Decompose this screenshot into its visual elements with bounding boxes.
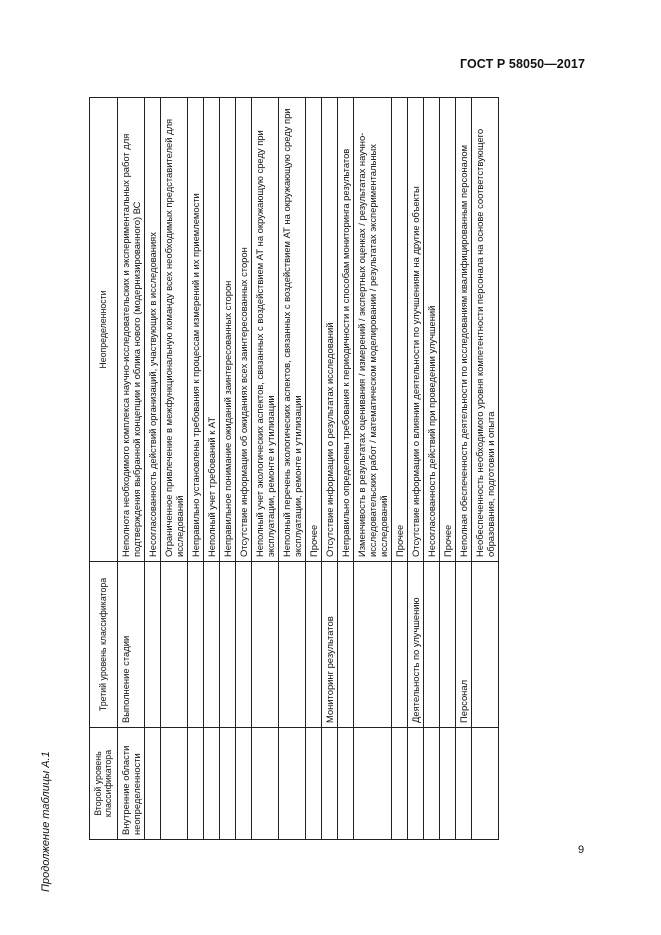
table-row bbox=[219, 98, 235, 840]
uncertainty-cell: Несогласованность действий организаций, участвующих в исследованиях bbox=[144, 98, 160, 562]
table-row bbox=[235, 98, 251, 840]
table-row bbox=[160, 98, 187, 840]
table-row bbox=[407, 98, 423, 840]
uncertainty-cell: Изменчивость в результатах оценивания / измерений / экспертных оценках / результатах научно-исследовательских работ / математическом моделировании / результатах экспериментальных исследований bbox=[353, 98, 391, 562]
group-name-cell: Выполнение стадии bbox=[117, 562, 144, 728]
table-row bbox=[391, 98, 407, 840]
rotated-table-area bbox=[40, 92, 570, 892]
table-row bbox=[117, 98, 144, 840]
table-row bbox=[471, 98, 498, 840]
uncertainty-cell: Отсутствие информации об ожиданиях всех заинтересованных сторон bbox=[235, 98, 251, 562]
uncertainty-cell: Неправильно определены требования к периодичности и способам мониторинга результатов bbox=[337, 98, 353, 562]
table-row bbox=[305, 98, 321, 840]
uncertainty-cell: Отсутствие информации о влиянии деятельности по улучшениям на другие объекты bbox=[407, 98, 423, 562]
classification-table bbox=[89, 97, 499, 840]
uncertainty-cell: Неполный учет требований к АТ bbox=[203, 98, 219, 562]
header-uncertainties: Неопределенности bbox=[90, 98, 118, 562]
table-row bbox=[278, 98, 305, 840]
uncertainty-cell: Неправильное понимание ожиданий заинтересованных сторон bbox=[219, 98, 235, 562]
uncertainty-cell: Прочее bbox=[391, 98, 407, 562]
uncertainty-cell: Ограниченное привлечение в межфункциональную команду всех необходимых представителей для исследований bbox=[160, 98, 187, 562]
uncertainty-cell: Неполный перечень экологических аспектов, связанных с воздействием АТ на окружающую среду при эксплуатации, ремонте и утилизации bbox=[278, 98, 305, 562]
table-header-row bbox=[90, 98, 118, 840]
uncertainty-cell: Отсутствие информации о результатах исследований bbox=[321, 98, 337, 562]
uncertainty-cell: Неполная обеспеченность деятельности по исследованиям квалифицированным персоналом bbox=[455, 98, 471, 562]
uncertainty-cell: Неполный учет экологических аспектов, связанных с воздействием АТ на окружающую среду при эксплуатации, ремонте и утилизации bbox=[251, 98, 278, 562]
header-level3: Третий уровень классификатора bbox=[90, 562, 118, 728]
document-code: ГОСТ Р 58050—2017 bbox=[459, 57, 585, 71]
level2-cell: Внутренние области неопределенности bbox=[117, 728, 144, 840]
group-name-cell: Мониторинг результатов bbox=[321, 562, 337, 728]
table-row bbox=[187, 98, 203, 840]
uncertainty-cell: Неправильно установлены требования к процессам измерений и их приемлемости bbox=[187, 98, 203, 562]
table-row bbox=[353, 98, 391, 840]
uncertainty-cell: Необеспеченность необходимого уровня компетентности персонала на основе соответствующего образования, подготовки и опыта bbox=[471, 98, 498, 562]
table-row bbox=[455, 98, 471, 840]
uncertainty-cell: Прочее bbox=[305, 98, 321, 562]
table-row bbox=[423, 98, 439, 840]
table-row bbox=[321, 98, 337, 840]
table-row bbox=[337, 98, 353, 840]
header-level2: Второй уровень классификатора bbox=[90, 728, 118, 840]
table-continuation-caption: Продолжение таблицы А.1 bbox=[40, 751, 52, 892]
uncertainty-cell: Несогласованность действий при проведении улучшений bbox=[423, 98, 439, 562]
uncertainty-cell: Прочее bbox=[439, 98, 455, 562]
uncertainty-cell: Неполнота необходимого комплекса научно-исследовательских и экспериментальных работ для подтверждения выбранной концепции и облика нового (модернизированного) ВС bbox=[117, 98, 144, 562]
table-row bbox=[203, 98, 219, 840]
table-row bbox=[439, 98, 455, 840]
page-number: 9 bbox=[578, 844, 585, 856]
group-name-cell: Деятельность по улучшению bbox=[407, 562, 423, 728]
group-name-cell: Персонал bbox=[455, 562, 471, 728]
table-row bbox=[251, 98, 278, 840]
table-row bbox=[144, 98, 160, 840]
